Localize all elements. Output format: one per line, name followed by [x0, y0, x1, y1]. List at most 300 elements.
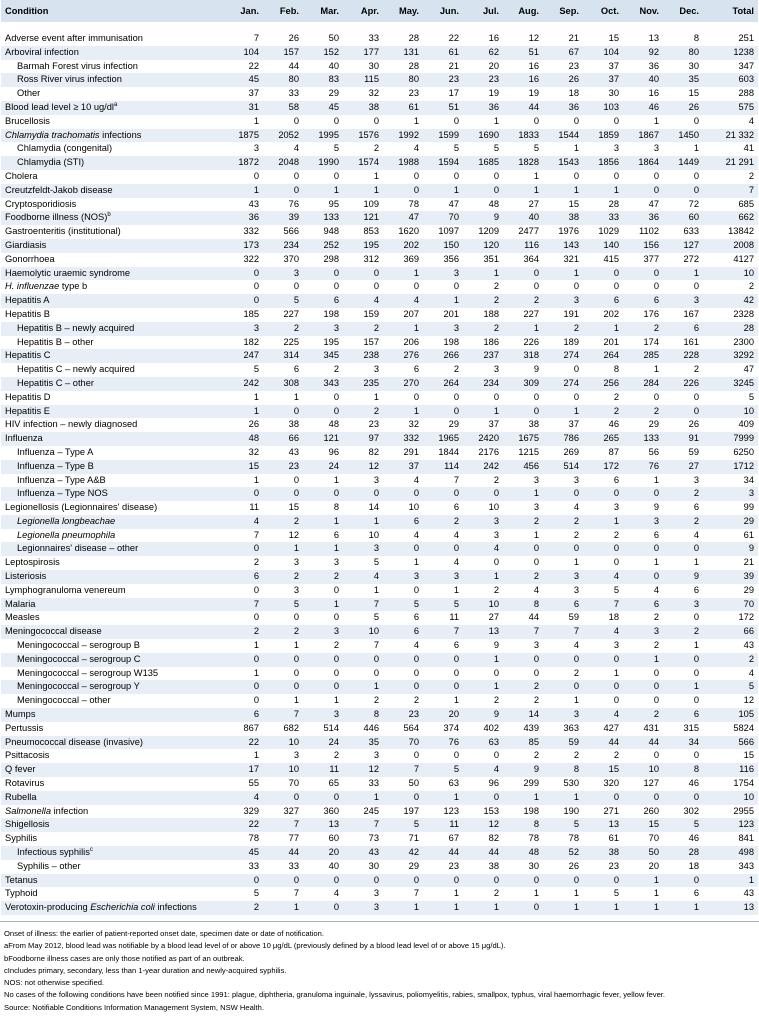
- condition-label: Cryptosporidiosis: [5, 198, 77, 209]
- month-cell: 2: [493, 281, 499, 292]
- month-cell: 0: [453, 281, 459, 292]
- table-row: [1, 570, 758, 584]
- month-cell: 5: [293, 598, 299, 609]
- condition-label-suffix: infections: [154, 902, 197, 913]
- month-cell: 33: [248, 860, 259, 871]
- month-cell: 1: [573, 143, 579, 154]
- month-cell: 7: [413, 764, 419, 775]
- month-cell: 3: [333, 557, 339, 568]
- month-cell: 2: [573, 515, 579, 526]
- month-cell: 5: [453, 764, 459, 775]
- table-row: [1, 32, 758, 46]
- table-row: [1, 87, 758, 101]
- month-cell: 284: [643, 377, 659, 388]
- month-cell: 28: [408, 33, 419, 43]
- column-header: Total: [703, 0, 758, 22]
- table-row: [1, 60, 758, 74]
- column-header-condition: Condition: [1, 0, 221, 22]
- month-cell: 47: [448, 198, 459, 209]
- month-cell: 2: [493, 322, 499, 333]
- month-cell: 0: [373, 653, 379, 664]
- month-cell: 1833: [518, 129, 539, 140]
- total-cell: 47: [743, 364, 754, 375]
- total-cell: 3292: [733, 350, 754, 361]
- month-cell: 2: [253, 557, 259, 568]
- condition-label: Hepatitis B – newly acquired: [17, 322, 135, 333]
- month-cell: 1992: [398, 129, 419, 140]
- total-cell: 685: [738, 198, 754, 209]
- month-cell: 20: [328, 847, 339, 858]
- month-cell: 327: [283, 805, 299, 816]
- month-cell: 15: [688, 88, 699, 99]
- month-cell: 0: [533, 115, 539, 126]
- month-cell: 0: [293, 874, 299, 885]
- month-cell: 4: [413, 295, 419, 306]
- month-cell: 61: [408, 101, 419, 112]
- condition-label: Meningococcal – serogroup C: [17, 653, 141, 664]
- month-cell: 123: [443, 805, 459, 816]
- month-cell: 198: [523, 805, 539, 816]
- month-cell: 174: [643, 336, 659, 347]
- month-cell: 360: [323, 805, 339, 816]
- month-cell: 3: [573, 571, 579, 582]
- month-cell: 853: [363, 226, 379, 237]
- month-cell: 44: [528, 612, 539, 623]
- month-cell: 23: [608, 860, 619, 871]
- month-cell: 7: [373, 598, 379, 609]
- condition-label: Rotavirus: [5, 778, 45, 789]
- month-cell: 30: [368, 860, 379, 871]
- month-cell: 1: [373, 515, 379, 526]
- month-cell: 0: [613, 281, 619, 292]
- month-cell: 131: [403, 46, 419, 57]
- footnote: No cases of the following conditions have been notified since 1991: plague, diphtheria, granuloma inguinale, lyssavirus, poliomyelitis, rabies, smallpox, typhus, viral haemorrhagic fever, yellow fever.: [4, 990, 666, 1000]
- month-cell: 431: [643, 722, 659, 733]
- month-cell: 51: [528, 46, 539, 57]
- month-cell: 0: [693, 170, 699, 181]
- month-cell: 188: [483, 308, 499, 319]
- total-cell: 10: [743, 405, 754, 416]
- month-cell: 0: [613, 488, 619, 499]
- column-header: Sep.: [543, 0, 583, 22]
- total-cell: 1754: [733, 778, 754, 789]
- month-cell: 3: [373, 364, 379, 375]
- month-cell: 38: [528, 419, 539, 430]
- month-cell: 6: [413, 626, 419, 637]
- month-cell: 5: [493, 143, 499, 154]
- month-cell: 63: [448, 778, 459, 789]
- month-cell: 71: [408, 833, 419, 844]
- column-header: Jun.: [423, 0, 463, 22]
- month-cell: 260: [643, 805, 659, 816]
- month-cell: 0: [413, 170, 419, 181]
- month-cell: 0: [613, 170, 619, 181]
- month-cell: 11: [329, 764, 339, 775]
- month-cell: 237: [483, 350, 499, 361]
- month-cell: 0: [533, 405, 539, 416]
- month-cell: 1: [373, 184, 379, 195]
- table-row: [1, 818, 758, 832]
- total-cell: 34: [743, 474, 754, 485]
- month-cell: 23: [448, 860, 459, 871]
- month-cell: 6: [413, 364, 419, 375]
- month-cell: 3: [493, 529, 499, 540]
- month-cell: 15: [248, 460, 259, 471]
- table-row: [1, 432, 758, 446]
- condition-label: Gonorrhoea: [5, 253, 55, 264]
- month-cell: 1685: [478, 157, 499, 168]
- month-cell: 1: [653, 115, 659, 126]
- month-cell: 370: [283, 253, 299, 264]
- month-cell: 0: [253, 681, 259, 692]
- condition-label-suffix: infection: [51, 805, 89, 816]
- month-cell: 0: [493, 874, 499, 885]
- total-cell: 116: [739, 764, 754, 775]
- month-cell: 363: [563, 722, 579, 733]
- month-cell: 189: [563, 336, 579, 347]
- month-cell: 198: [443, 336, 459, 347]
- condition-name: [1, 129, 221, 143]
- month-cell: 274: [563, 350, 579, 361]
- month-cell: 29: [448, 419, 459, 430]
- month-cell: 1828: [518, 157, 539, 168]
- month-cell: 0: [333, 267, 339, 278]
- month-cell: 5: [253, 888, 259, 899]
- month-cell: 0: [613, 115, 619, 126]
- table-row: [1, 625, 758, 639]
- month-cell: 3: [333, 626, 339, 637]
- table-row: [1, 736, 758, 750]
- month-cell: 0: [373, 874, 379, 885]
- month-cell: 45: [328, 101, 339, 112]
- month-cell: 227: [523, 308, 539, 319]
- month-cell: 38: [288, 419, 299, 430]
- month-cell: 33: [608, 212, 619, 223]
- month-cell: 270: [403, 377, 419, 388]
- condition-label: Hepatitis D: [5, 391, 51, 402]
- month-cell: 238: [363, 350, 379, 361]
- month-cell: 157: [363, 336, 379, 347]
- month-cell: 91: [688, 433, 699, 444]
- month-cell: 4: [253, 791, 259, 802]
- month-cell: 8: [613, 364, 619, 375]
- month-cell: 0: [293, 653, 299, 664]
- condition-label: Tetanus: [5, 874, 38, 885]
- month-cell: 28: [688, 847, 699, 858]
- month-cell: 226: [523, 336, 539, 347]
- month-cell: 157: [283, 46, 299, 57]
- month-cell: 176: [643, 308, 659, 319]
- month-cell: 312: [363, 253, 379, 264]
- column-header: Mar.: [303, 0, 343, 22]
- month-cell: 6: [413, 612, 419, 623]
- month-cell: 1: [413, 557, 419, 568]
- condition-name: [1, 680, 221, 694]
- month-cell: 234: [483, 377, 499, 388]
- month-cell: 564: [403, 722, 419, 733]
- total-cell: 41: [743, 143, 754, 154]
- month-cell: 38: [568, 212, 579, 223]
- month-cell: 13: [328, 819, 339, 830]
- condition-label: Mumps: [5, 709, 36, 720]
- condition-name: [1, 280, 221, 294]
- month-cell: 3: [373, 902, 379, 913]
- month-cell: 159: [363, 308, 379, 319]
- month-cell: 6: [613, 295, 619, 306]
- table-row: [1, 598, 758, 612]
- month-cell: 0: [493, 391, 499, 402]
- condition-label: Meningococcal – serogroup W135: [17, 667, 159, 678]
- month-cell: 59: [688, 446, 699, 457]
- total-cell: 409: [738, 419, 754, 430]
- month-cell: 32: [368, 88, 379, 99]
- month-cell: 16: [528, 60, 539, 71]
- condition-label: Measles: [5, 612, 40, 623]
- month-cell: 15: [648, 819, 659, 830]
- table-row: [1, 267, 758, 281]
- month-cell: 0: [293, 281, 299, 292]
- month-cell: 6: [693, 502, 699, 513]
- spacer-row: [1, 22, 758, 32]
- month-cell: 10: [488, 502, 499, 513]
- month-cell: 0: [653, 667, 659, 678]
- month-cell: 2: [573, 750, 579, 761]
- month-cell: 1544: [558, 129, 579, 140]
- table-row: [1, 184, 758, 198]
- month-cell: 1: [253, 640, 259, 651]
- month-cell: 256: [603, 377, 619, 388]
- total-cell: 2: [748, 170, 754, 181]
- month-cell: 1: [653, 902, 659, 913]
- month-cell: 80: [288, 74, 299, 85]
- month-cell: 26: [568, 74, 579, 85]
- month-cell: 1: [493, 115, 499, 126]
- month-cell: 80: [408, 74, 419, 85]
- month-cell: 18: [688, 860, 699, 871]
- condition-name: [1, 211, 221, 225]
- month-cell: 0: [253, 488, 259, 499]
- total-cell: 29: [743, 515, 754, 526]
- month-cell: 0: [333, 681, 339, 692]
- month-cell: 439: [523, 722, 539, 733]
- condition-label: Meningococcal – other: [17, 695, 111, 706]
- month-cell: 514: [323, 722, 339, 733]
- month-cell: 3: [613, 640, 619, 651]
- month-cell: 0: [413, 653, 419, 664]
- month-cell: 3: [533, 640, 539, 651]
- month-cell: 1: [533, 529, 539, 540]
- month-cell: 1: [693, 143, 699, 154]
- condition-label: Gastroenteritis (institutional): [5, 226, 121, 237]
- condition-label: Hepatitis C – other: [17, 377, 94, 388]
- total-cell: 1238: [733, 46, 754, 57]
- month-cell: 0: [293, 612, 299, 623]
- month-cell: 427: [603, 722, 619, 733]
- month-cell: 9: [693, 571, 699, 582]
- month-cell: 23: [448, 74, 459, 85]
- total-cell: 2300: [733, 336, 754, 347]
- condition-name: [1, 846, 221, 860]
- table-row: [1, 694, 758, 708]
- month-cell: 0: [453, 543, 459, 554]
- month-cell: 185: [243, 308, 259, 319]
- month-cell: 2: [493, 474, 499, 485]
- footnote: Source: Notifiable Conditions Information Management System, NSW Health.: [4, 1002, 264, 1012]
- month-cell: 308: [283, 377, 299, 388]
- month-cell: 32: [248, 446, 259, 457]
- month-cell: 374: [443, 722, 459, 733]
- condition-label: Q fever: [5, 764, 36, 775]
- month-cell: 9: [493, 212, 499, 223]
- header-row: [1, 0, 758, 22]
- month-cell: 22: [248, 819, 259, 830]
- total-cell: 251: [738, 33, 754, 43]
- month-cell: 5: [613, 888, 619, 899]
- table-row: [1, 639, 758, 653]
- condition-label: Chlamydia (congenital): [17, 143, 113, 154]
- condition-label: Influenza: [5, 433, 43, 444]
- condition-label-italic: Escherichia coli: [90, 902, 155, 913]
- month-cell: 0: [693, 791, 699, 802]
- condition-name: [1, 418, 221, 432]
- condition-label: Rubella: [5, 791, 37, 802]
- month-cell: 0: [573, 681, 579, 692]
- condition-label: Meningococcal – serogroup B: [17, 640, 140, 651]
- month-cell: 0: [573, 391, 579, 402]
- month-cell: 76: [448, 736, 459, 747]
- month-cell: 77: [288, 833, 299, 844]
- month-cell: 1: [253, 184, 259, 195]
- month-cell: 195: [363, 239, 379, 250]
- month-cell: 1574: [358, 157, 379, 168]
- month-cell: 0: [413, 750, 419, 761]
- total-cell: 21: [743, 557, 754, 568]
- month-cell: 3: [453, 322, 459, 333]
- month-cell: 10: [648, 764, 659, 775]
- table-row: [1, 405, 758, 419]
- month-cell: 315: [683, 722, 699, 733]
- month-cell: 0: [293, 791, 299, 802]
- month-cell: 78: [248, 833, 259, 844]
- condition-label: Hepatitis C – newly acquired: [17, 364, 135, 375]
- footnote: Onset of illness: the earlier of patient-reported onset date, specimen date or date of notification.: [4, 929, 324, 938]
- table-row: [1, 46, 758, 60]
- month-cell: 7: [453, 626, 459, 637]
- month-cell: 0: [693, 695, 699, 706]
- month-cell: 302: [683, 805, 699, 816]
- month-cell: 3: [253, 322, 259, 333]
- month-cell: 3: [693, 295, 699, 306]
- month-cell: 1872: [238, 157, 259, 168]
- month-cell: 4: [453, 529, 459, 540]
- condition-label: Meningococcal – serogroup Y: [17, 681, 140, 692]
- month-cell: 40: [528, 212, 539, 223]
- table-row: [1, 874, 758, 888]
- month-cell: 3: [293, 750, 299, 761]
- month-cell: 16: [648, 88, 659, 99]
- condition-label: Pneumococcal disease (invasive): [5, 736, 143, 747]
- month-cell: 1594: [438, 157, 459, 168]
- month-cell: 0: [573, 543, 579, 554]
- month-cell: 66: [288, 433, 299, 444]
- month-cell: 29: [328, 88, 339, 99]
- month-cell: 1: [373, 391, 379, 402]
- total-cell: 66: [743, 626, 754, 637]
- condition-label: Verotoxin-producing: [5, 902, 91, 913]
- month-cell: 58: [288, 101, 299, 112]
- table-row: [1, 446, 758, 460]
- month-cell: 0: [653, 281, 659, 292]
- month-cell: 0: [293, 474, 299, 485]
- month-cell: 0: [293, 667, 299, 678]
- month-cell: 12: [288, 529, 299, 540]
- month-cell: 0: [253, 653, 259, 664]
- month-cell: 867: [243, 722, 259, 733]
- month-cell: 40: [328, 60, 339, 71]
- month-cell: 0: [533, 874, 539, 885]
- month-cell: 0: [333, 488, 339, 499]
- total-cell: 4: [748, 115, 754, 126]
- month-cell: 1: [653, 653, 659, 664]
- month-cell: 225: [283, 336, 299, 347]
- month-cell: 19: [488, 88, 499, 99]
- month-cell: 38: [368, 101, 379, 112]
- month-cell: 4: [413, 474, 419, 485]
- footnotes: [0, 921, 759, 1014]
- total-cell: 21 291: [725, 157, 754, 168]
- condition-name: [1, 336, 221, 350]
- month-cell: 242: [483, 460, 499, 471]
- month-cell: 3: [413, 571, 419, 582]
- month-cell: 27: [688, 460, 699, 471]
- condition-name: [1, 363, 221, 377]
- month-cell: 47: [648, 198, 659, 209]
- total-cell: 13842: [728, 226, 754, 237]
- condition-name: [1, 225, 221, 239]
- column-header: May.: [383, 0, 423, 22]
- total-cell: 21 332: [725, 129, 754, 140]
- month-cell: 156: [643, 239, 659, 250]
- month-cell: 30: [608, 88, 619, 99]
- condition-label: HIV infection – newly diagnosed: [5, 419, 138, 430]
- month-cell: 0: [413, 184, 419, 195]
- month-cell: 3: [573, 474, 579, 485]
- month-cell: 4: [613, 626, 619, 637]
- month-cell: 17: [248, 764, 259, 775]
- month-cell: 1215: [518, 446, 539, 457]
- month-cell: 36: [648, 60, 659, 71]
- table-row: [1, 487, 758, 501]
- total-cell: 61: [743, 529, 754, 540]
- month-cell: 2: [293, 571, 299, 582]
- month-cell: 1: [453, 584, 459, 595]
- month-cell: 32: [408, 419, 419, 430]
- month-cell: 1: [493, 902, 499, 913]
- total-cell: 39: [743, 571, 754, 582]
- month-cell: 2: [493, 295, 499, 306]
- month-cell: 48: [488, 198, 499, 209]
- month-cell: 1: [613, 184, 619, 195]
- month-cell: 1576: [358, 129, 379, 140]
- table-row: [1, 556, 758, 570]
- month-cell: 8: [373, 709, 379, 720]
- month-cell: 10: [488, 598, 499, 609]
- month-cell: 1: [573, 557, 579, 568]
- month-cell: 7: [293, 709, 299, 720]
- month-cell: 4: [293, 143, 299, 154]
- month-cell: 33: [288, 860, 299, 871]
- column-header: Apr.: [343, 0, 383, 22]
